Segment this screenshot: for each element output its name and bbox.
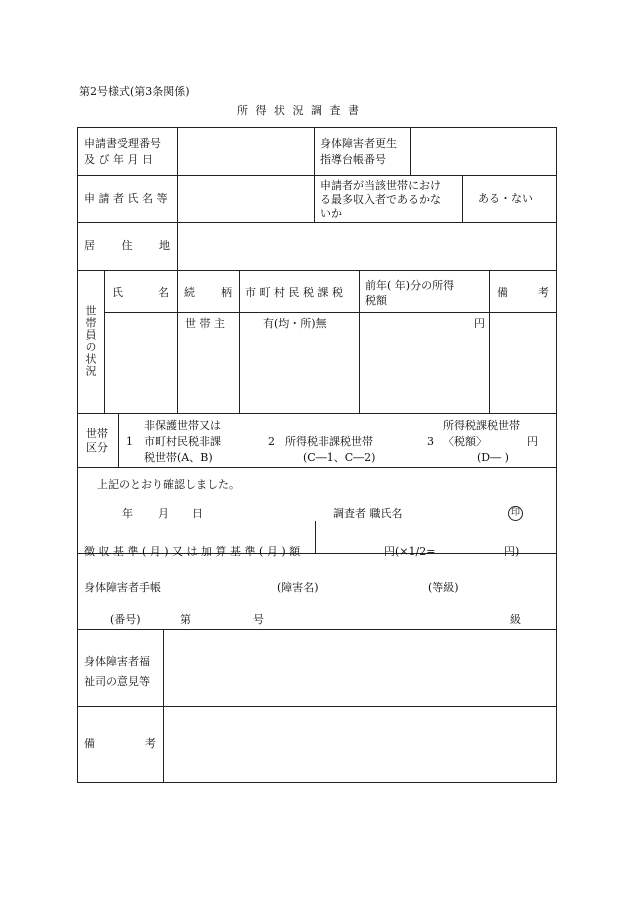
option3-line1[interactable]: 所得税課税世帯 [443, 419, 520, 432]
income-tax-amount-field[interactable] [361, 332, 487, 411]
name-column-header: 氏 名 [112, 286, 169, 299]
disability-name-label: (障害名) [277, 581, 319, 594]
date-day-label: 日 [192, 507, 203, 520]
income-tax-column-header-line1: 前年( 年)分の所得 [365, 279, 455, 292]
max-income-label-line2: る最多収入者であるかな [320, 193, 441, 206]
option3-line3[interactable]: (D― ) [477, 451, 509, 464]
welfare-officer-opinion-label-line2: 祉司の意見等 [84, 675, 150, 688]
income-tax-column-header-line2: 税額 [365, 294, 387, 307]
rule [163, 629, 164, 783]
option2-number: 2 [268, 435, 275, 448]
handbook-number-prefix: 第 [180, 613, 191, 626]
table-border-top [77, 127, 557, 128]
form-title: 所 得 状 況 調 査 書 [237, 104, 361, 117]
collection-standard-label: 徴 収 基 準 ( 月 ) 又 は 加 算 基 準 ( 月 ) 額 [84, 545, 301, 558]
rule [489, 270, 490, 414]
municipal-tax-column-header: 市 町 村 民 税 課 税 [245, 286, 343, 299]
residence-field[interactable] [179, 224, 554, 268]
rule [77, 629, 557, 630]
rule [410, 127, 411, 175]
collection-standard-value-end: 円) [504, 545, 520, 558]
rule [177, 127, 178, 223]
relation-column-header: 続 柄 [184, 286, 232, 299]
handbook-number-label: (番号) [110, 613, 141, 626]
disability-grade-label: (等級) [428, 581, 459, 594]
member-remarks-field[interactable] [491, 314, 554, 411]
classification-label-line1: 世帯 [86, 427, 108, 440]
form-number: 第2号様式(第3条関係) [79, 85, 190, 98]
guidance-ledger-label-line1: 身体障害者更生 [320, 137, 397, 150]
tax-status-choice[interactable]: 有(均・所)無 [263, 317, 327, 330]
rule [177, 270, 178, 414]
max-income-label-line1: 申請者が当該世帯におけ [320, 179, 441, 192]
remarks-column-header: 備 考 [497, 286, 549, 299]
table-border-right [556, 127, 557, 783]
member-name-field[interactable] [106, 314, 175, 411]
rule [104, 270, 105, 414]
option3-line2[interactable]: 〈税額〉 [443, 435, 487, 448]
collection-standard-value[interactable]: 円(×1/2= [384, 545, 436, 558]
disability-handbook-label: 身体障害者手帳 [84, 581, 161, 594]
applicant-name-field[interactable] [179, 177, 312, 221]
remarks-label: 備 考 [84, 737, 156, 750]
guidance-ledger-field[interactable] [412, 129, 554, 173]
seal-mark: 印 [508, 506, 523, 521]
residence-label: 居 住 地 [84, 239, 170, 252]
remarks-field[interactable] [165, 708, 554, 780]
receipt-number-label-line2: 及 び 年 月 日 [84, 153, 153, 166]
rule [77, 413, 557, 414]
welfare-officer-opinion-label-line1: 身体障害者福 [84, 655, 150, 668]
rule [462, 175, 463, 223]
option1-line3[interactable]: 税世帯(A、B) [144, 451, 213, 464]
rule [359, 270, 360, 414]
option3-number: 3 [427, 435, 434, 448]
rule [77, 467, 557, 468]
rule [77, 175, 557, 176]
yen-unit: 円 [474, 317, 485, 330]
option1-line2[interactable]: 市町村民税非課 [144, 435, 221, 448]
option2-line1[interactable]: 所得税非課税世帯 [285, 435, 373, 448]
rule [77, 222, 557, 223]
rule [315, 521, 316, 554]
receipt-number-label-line1: 申請書受理番号 [84, 137, 161, 150]
rule [314, 127, 315, 223]
table-border-bottom [77, 782, 557, 783]
option2-line2[interactable]: (C―1、C―2) [303, 451, 376, 464]
date-year-label: 年 [122, 507, 133, 520]
head-of-household-label: 世 帯 主 [185, 317, 225, 330]
rule [239, 270, 240, 414]
rule [77, 706, 557, 707]
classification-label-line2: 区分 [86, 441, 108, 454]
receipt-number-field[interactable] [179, 129, 312, 173]
option1-number: 1 [126, 435, 133, 448]
option3-yen: 円 [527, 435, 538, 448]
date-month-label: 月 [158, 507, 169, 520]
rule [77, 270, 557, 271]
grade-suffix: 級 [510, 613, 521, 626]
welfare-officer-opinion-field[interactable] [165, 631, 554, 704]
rule [177, 222, 178, 270]
household-members-label: 世帯員の状況 [84, 305, 97, 377]
applicant-name-label: 申 請 者 氏 名 等 [84, 192, 168, 205]
table-border-left [77, 127, 78, 783]
guidance-ledger-label-line2: 指導台帳番号 [320, 153, 386, 166]
rule [118, 413, 119, 468]
option1-line1[interactable]: 非保護世帯又は [144, 419, 221, 432]
confirmation-statement: 上記のとおり確認しました。 [97, 478, 240, 491]
yes-no-choice[interactable]: ある・ない [478, 192, 533, 205]
investigator-label: 調査者 職氏名 [333, 507, 403, 520]
handbook-number-suffix: 号 [253, 613, 264, 626]
max-income-label-line3: いか [320, 207, 342, 220]
